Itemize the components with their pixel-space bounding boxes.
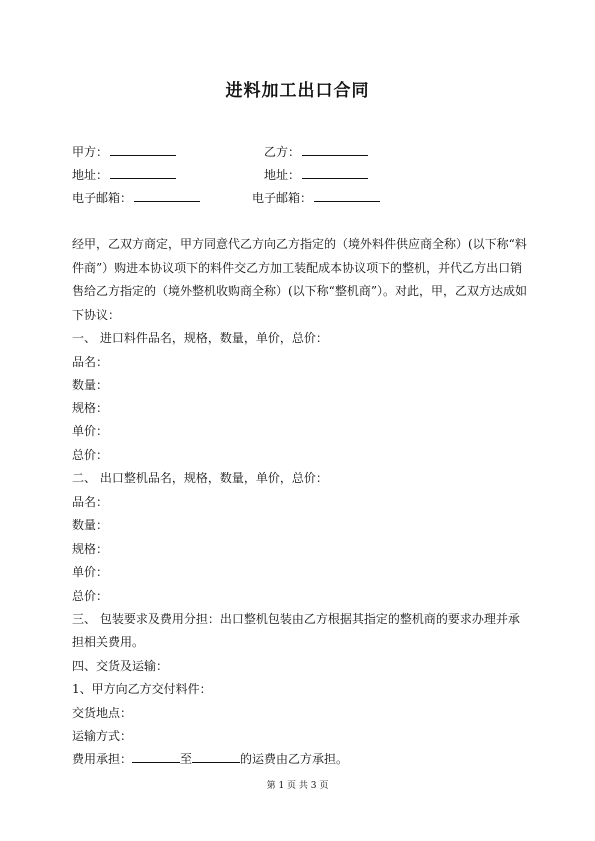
section1-field-quantity: 数量： (72, 378, 109, 392)
cost-to-blank (192, 750, 240, 763)
address-a-blank (110, 166, 176, 179)
party-a (72, 143, 176, 160)
section1-field-spec: 规格： (72, 401, 109, 415)
section2-field-spec: 规格： (72, 542, 109, 556)
cost-mid: 至 (180, 752, 193, 766)
email-b-blank (314, 189, 380, 202)
party-b-label: 乙方： (264, 145, 301, 159)
email-a-blank (134, 189, 200, 202)
address-a-label: 地址： (72, 168, 109, 182)
cost-prefix: 费用承担： (72, 752, 133, 766)
page-title: 进料加工出口合同 (225, 81, 370, 101)
section1-field-total: 总价： (72, 448, 109, 462)
section2-field-total: 总价： (72, 589, 109, 603)
delivery-place: 交货地点： (72, 706, 133, 720)
email-row (72, 189, 532, 205)
party-a-blank (110, 143, 176, 156)
section4-sub1: 1、甲方向乙方交付料件： (72, 682, 212, 696)
section3-line1: 三、 包装要求及费用分担：出口整机包装由乙方根据其指定的整机商的要求办理并承 (72, 612, 520, 626)
address-b (264, 166, 368, 183)
party-b-blank (302, 143, 368, 156)
section1-field-name: 品名： (72, 355, 109, 369)
cost-from-blank (132, 750, 180, 763)
cost-suffix: 的运费由乙方承担。 (240, 752, 349, 766)
section2-field-name: 品名： (72, 495, 109, 509)
cost-line (72, 750, 348, 767)
intro-paragraph: 经甲，乙双方商定，甲方同意代乙方向乙方指定的（境外料件供应商全称）(以下称“料件商”）购进本协议项下的料件交乙方加工装配成本协议项下的整机，并代乙方出口销售给乙方指定的（境外整机收购商全称）(以下称“整机商”）。对此，甲，乙双方达成如下协议： (72, 237, 527, 322)
page-footer: 第 1 页 共 3 页 (266, 781, 329, 791)
party-b (264, 143, 368, 160)
address-row (72, 166, 532, 182)
section3-line2: 担相关费用。 (72, 635, 145, 649)
section2-field-unit-price: 单价： (72, 565, 109, 579)
address-b-blank (302, 166, 368, 179)
section4-heading: 四、交货及运输： (72, 659, 169, 673)
email-b-label: 电子邮箱： (252, 191, 313, 205)
email-a-label: 电子邮箱： (72, 191, 133, 205)
section2-field-quantity: 数量： (72, 518, 109, 532)
party-a-label: 甲方： (72, 145, 109, 159)
party-row (72, 143, 532, 159)
address-a (72, 166, 176, 183)
email-a (72, 189, 200, 206)
section1-field-unit-price: 单价： (72, 424, 109, 438)
transport-mode: 运输方式： (72, 729, 133, 743)
address-b-label: 地址： (264, 168, 301, 182)
section1-heading: 一、 进口料件品名，规格，数量，单价，总价： (72, 331, 328, 345)
email-b (252, 189, 380, 206)
section2-heading: 二、 出口整机品名，规格，数量，单价，总价： (72, 471, 328, 485)
